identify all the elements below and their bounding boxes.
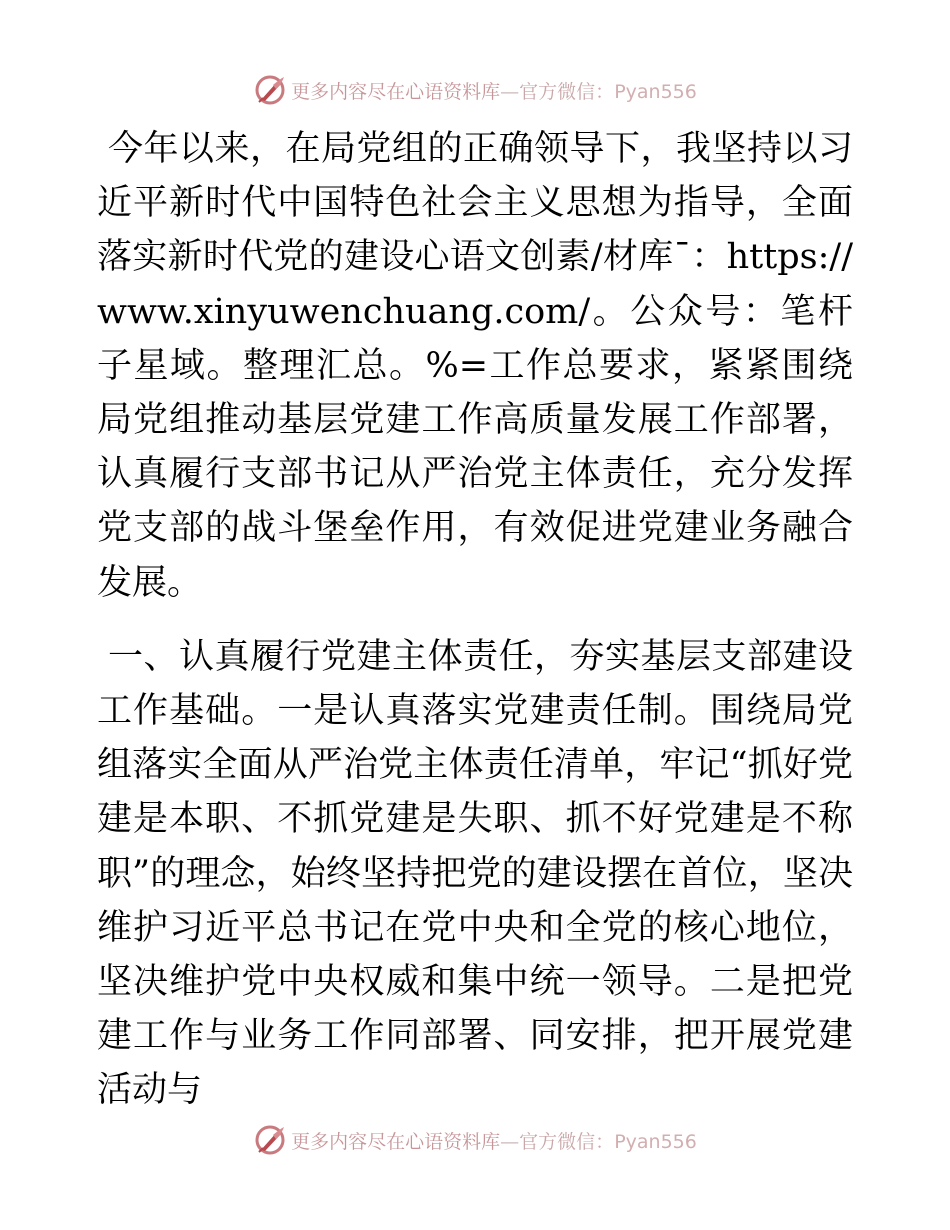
watermark-wechat-id: Pyan556 — [614, 1130, 697, 1153]
body-paragraph-2: 一、认真履行党建主体责任，夯实基层支部建设工作基础。一是认真落实党建责任制。围绕局党组落实全面从严治党主体责任清单，牢记“抓好党建是本职、不抓党建是失职、抓不好党建是不称职”的理念，始终坚持把党的建设摆在首位，坚决维护习近平总书记在党中央和全党的核心地位，坚决维护党中央权威和集中统一领导。二是把党建工作与业务工作同部署、同安排，把开展党建活动与 — [97, 636, 853, 1111]
watermark-text — [291, 77, 697, 104]
document-body — [97, 122, 853, 1118]
watermark-wechat-label: 官方微信： — [519, 1130, 615, 1153]
watermark-brand: 更多内容尽在心语资料库 — [291, 1130, 501, 1153]
footer-watermark — [0, 1122, 950, 1158]
watermark-separator: — — [500, 1130, 520, 1153]
header-watermark — [0, 72, 950, 108]
body-paragraph-1: 今年以来，在局党组的正确领导下，我坚持以习近平新时代中国特色社会主义思想为指导，全面落实新时代党的建设心语文创素/材库¯：https://www.xinyuwenchuang.com/。公众号：笔杆子星域。整理汇总。%=工作总要求，紧紧围绕局党组推动基层党建工作高质量发展工作部署，认真履行支部书记从严治党主体责任，充分发挥党支部的战斗堡垒作用，有效促进党建业务融合发展。 — [97, 129, 853, 603]
watermark-wechat-id: Pyan556 — [614, 80, 697, 103]
watermark-wechat-label: 官方微信： — [519, 80, 615, 103]
watermark-text — [291, 1127, 697, 1154]
watermark-separator: — — [500, 80, 520, 103]
watermark-brand: 更多内容尽在心语资料库 — [291, 80, 501, 103]
quill-pen-logo-icon — [253, 1123, 287, 1157]
quill-pen-logo-icon — [253, 73, 287, 107]
